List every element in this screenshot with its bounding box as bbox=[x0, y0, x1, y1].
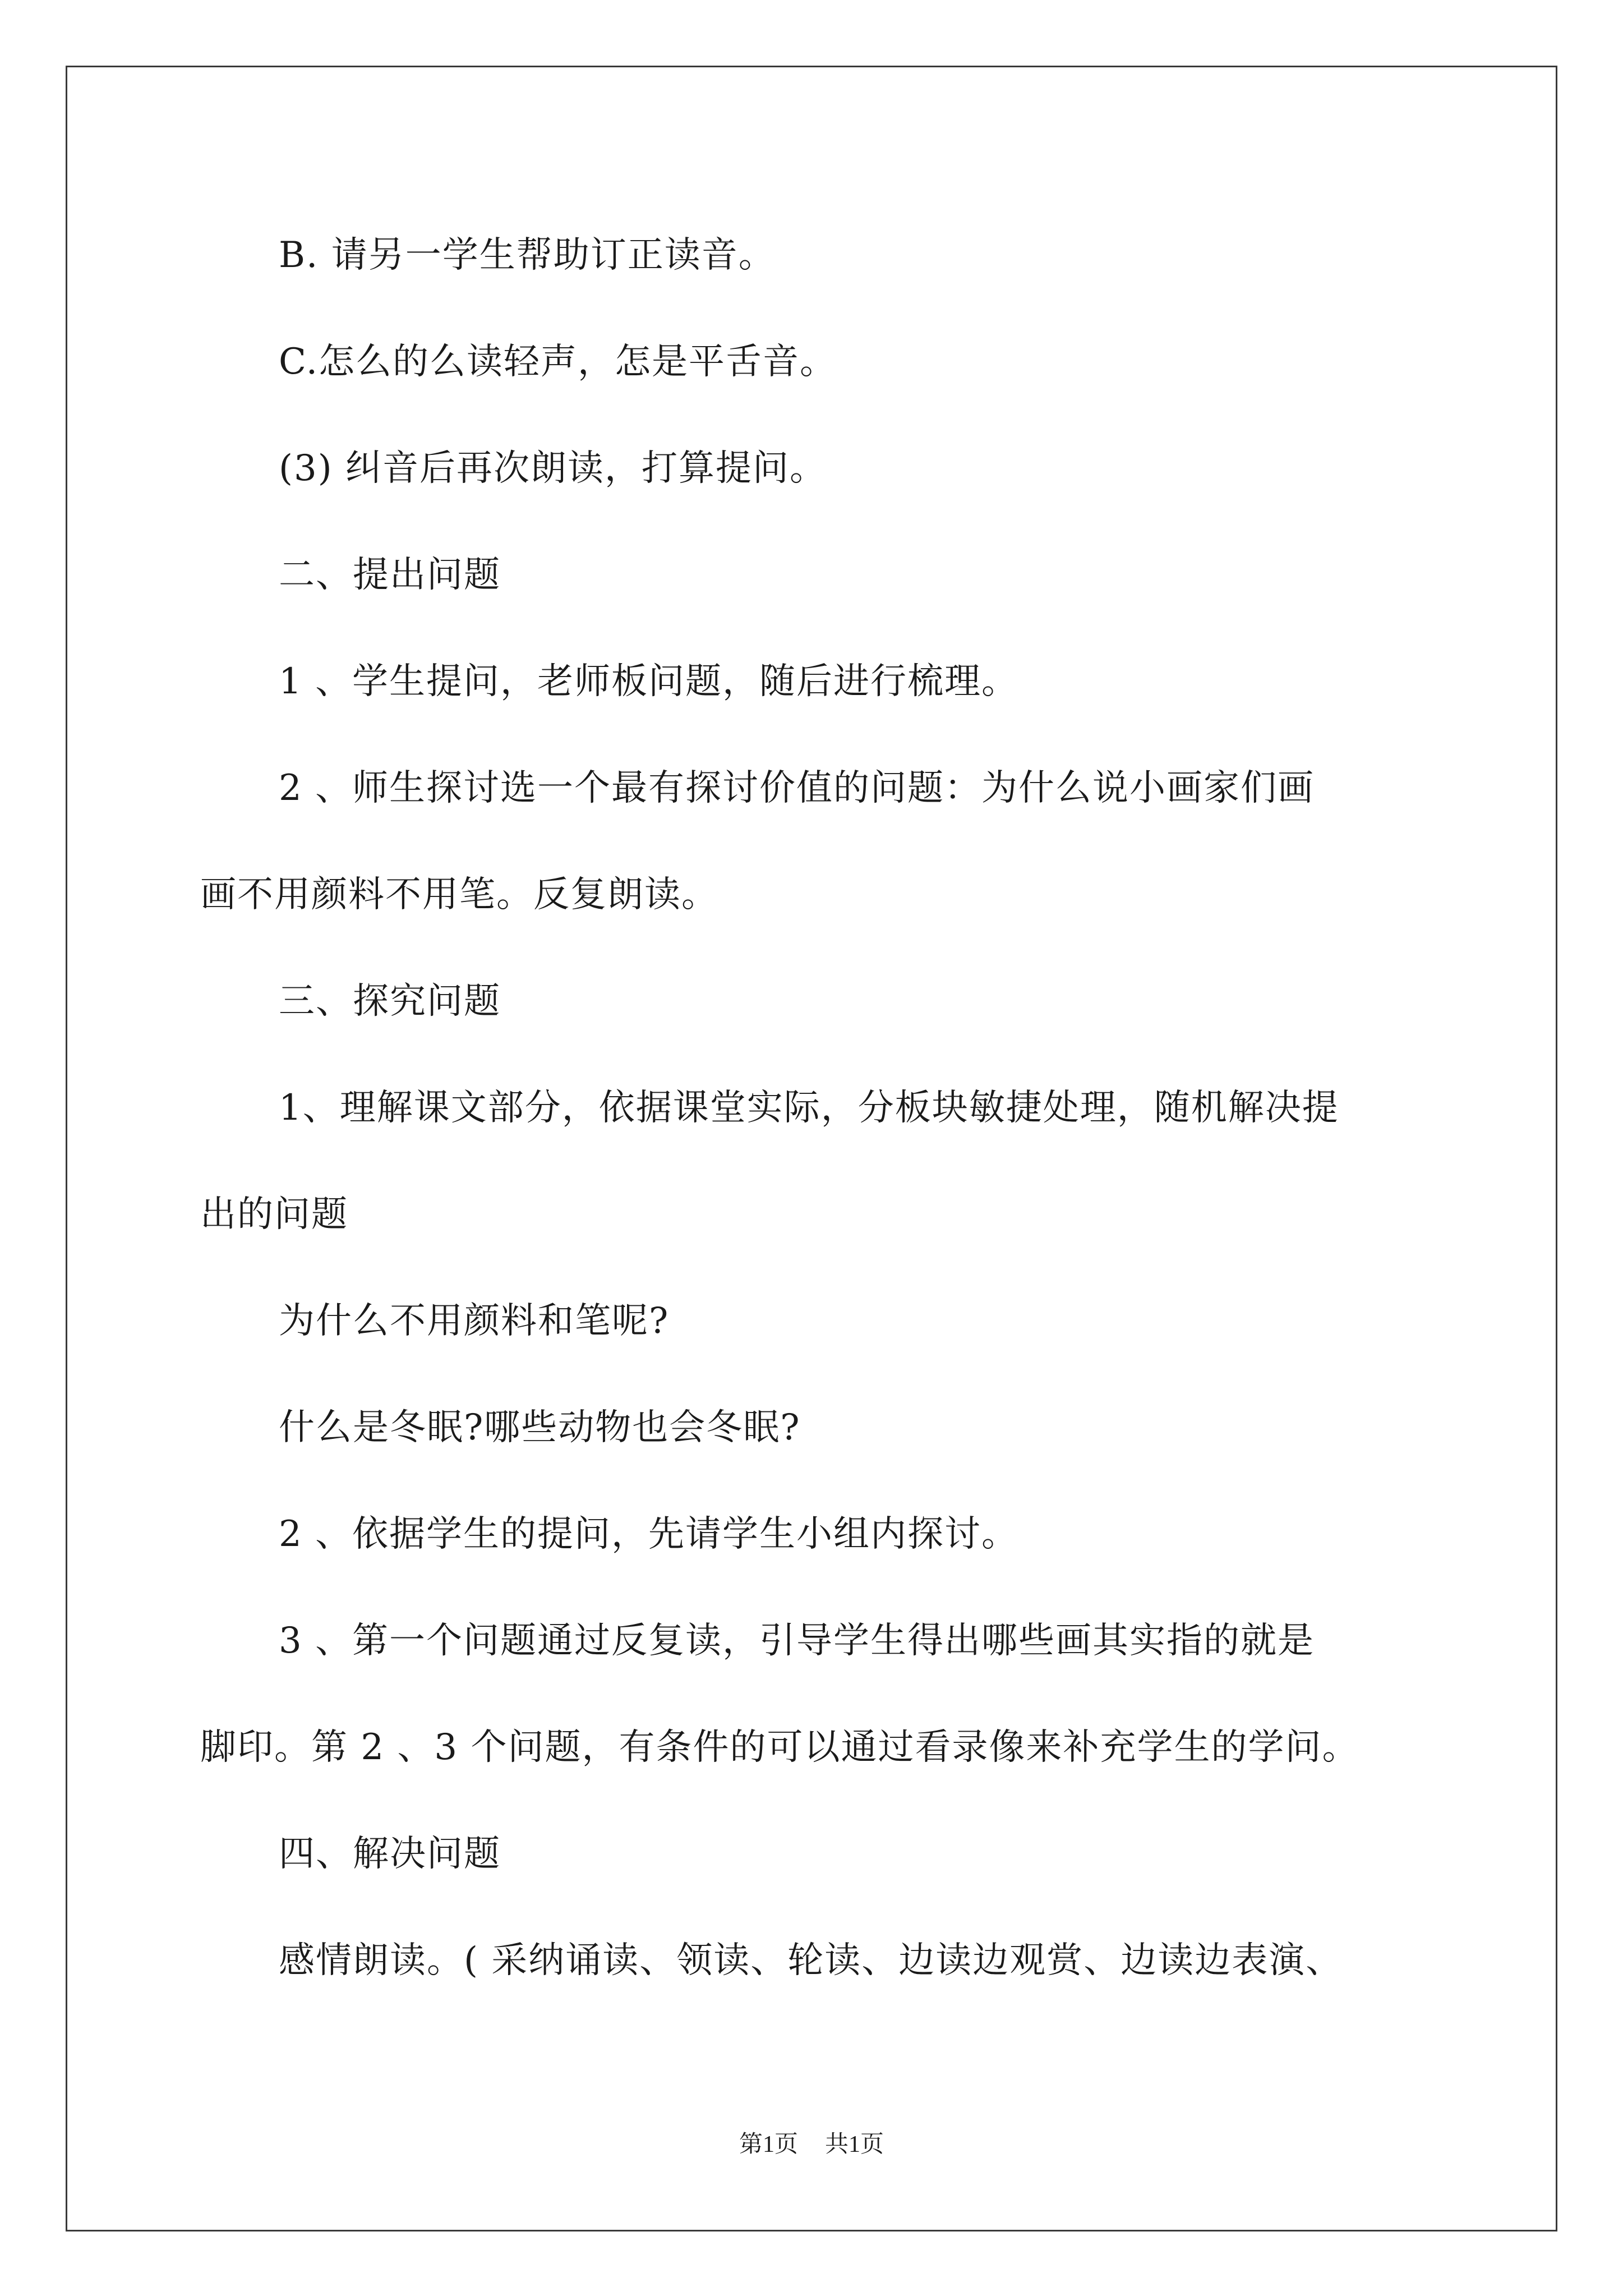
text-line-e2: 2 、依据学生的提问，先请学生小组内探讨。 bbox=[279, 1513, 1019, 1555]
page-number: 第1页 bbox=[739, 2132, 798, 2157]
text-line-q2: 2 、师生探讨选一个最有探讨价值的问题：为什么说小画家们画 bbox=[279, 767, 1315, 809]
text-line-q1: 1 、学生提问，老师板问题，随后进行梳理。 bbox=[279, 661, 1019, 702]
text-line-q2-cont: 画不用颜料不用笔。反复朗读。 bbox=[200, 874, 718, 915]
text-line-reading: 感情朗读。( 采纳诵读、领读、轮读、边读边观赏、边读边表演、 bbox=[279, 1940, 1343, 1981]
text-line-question-b: 什么是冬眠?哪些动物也会冬眠? bbox=[279, 1407, 801, 1448]
text-line-3: (3) 纠音后再次朗读，打算提问。 bbox=[279, 448, 827, 489]
text-line-b: B. 请另一学生帮助订正读音。 bbox=[279, 234, 776, 276]
text-line-c: C.怎么的么读轻声，怎是平舌音。 bbox=[279, 341, 837, 383]
section-heading-4: 四、解决问题 bbox=[279, 1833, 501, 1875]
section-heading-2: 二、提出问题 bbox=[279, 554, 501, 596]
page-border bbox=[66, 66, 1557, 2231]
text-line-e3: 3 、第一个问题通过反复读，引导学生得出哪些画其实指的就是 bbox=[279, 1620, 1315, 1662]
text-line-e3-cont: 脚印。第 2 、3 个问题，有条件的可以通过看录像来补充学生的学问。 bbox=[200, 1727, 1359, 1768]
text-line-e1-cont: 出的问题 bbox=[200, 1194, 348, 1235]
section-heading-3: 三、探究问题 bbox=[279, 981, 501, 1022]
page-total: 共1页 bbox=[825, 2132, 884, 2157]
text-line-e1: 1、理解课文部分，依据课堂实际，分板块敏捷处理，随机解决提 bbox=[279, 1087, 1339, 1129]
page-footer bbox=[0, 2133, 1623, 2156]
text-line-question-a: 为什么不用颜料和笔呢? bbox=[279, 1300, 670, 1342]
